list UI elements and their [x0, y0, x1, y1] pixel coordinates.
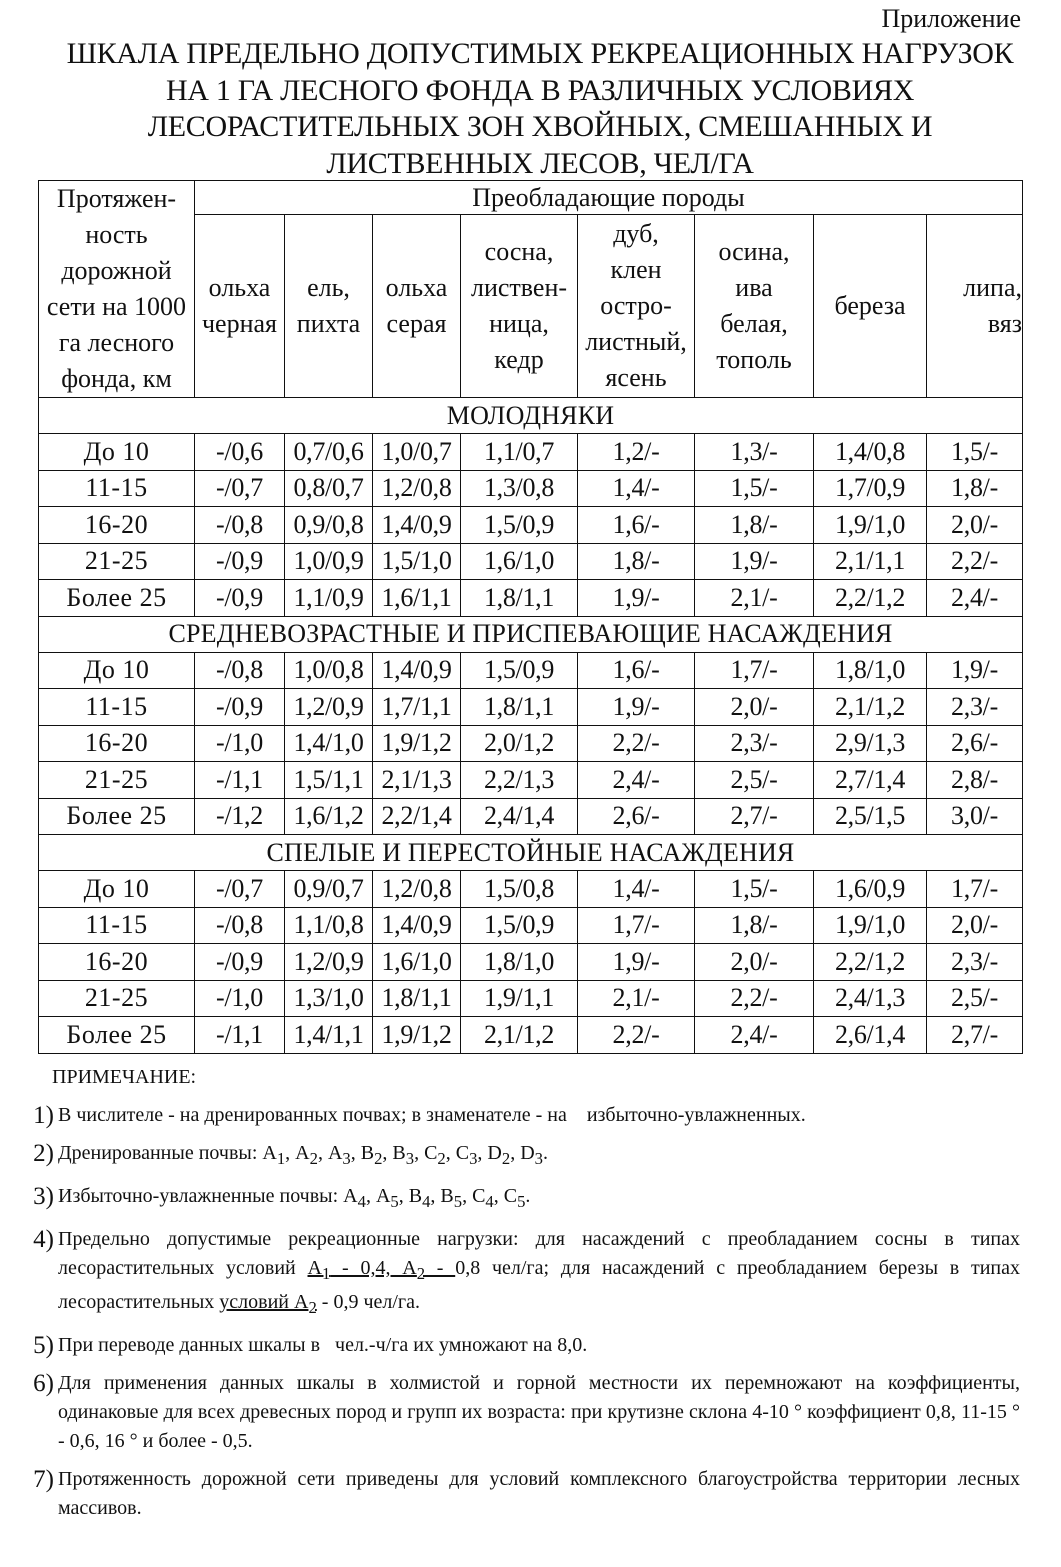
species-header	[195, 215, 285, 398]
load-value-cell: 2,4/-	[695, 1017, 814, 1054]
species-header	[814, 215, 927, 398]
note-number: 4)	[33, 1226, 54, 1253]
species-line: тополь	[716, 345, 792, 375]
load-value-cell: 2,4/1,4	[461, 798, 578, 835]
title-line: ЛИСТВЕННЫХ ЛЕСОВ, ЧЕЛ/ГА	[326, 146, 754, 180]
load-value-cell: 1,8/1,0	[461, 944, 578, 981]
load-value-cell: 2,7/-	[927, 1017, 1023, 1054]
note-text: При переводе данных шкалы в чел.-ч/га их умножают на 8,0.	[58, 1334, 588, 1356]
load-value-cell: 1,9/1,1	[461, 980, 578, 1017]
table-row	[39, 980, 1023, 1017]
table-row	[39, 652, 1023, 689]
row-label: 11-15	[39, 689, 195, 726]
load-value-cell: 0,9/0,8	[285, 507, 373, 544]
note-number: 1)	[33, 1102, 54, 1129]
load-value-cell: 1,9/1,0	[814, 507, 927, 544]
title-line: ЛЕСОРАСТИТЕЛЬНЫХ ЗОН ХВОЙНЫХ, СМЕШАННЫХ И	[147, 110, 933, 143]
species-line: ольха	[385, 273, 448, 303]
load-value-cell: 2,5/-	[927, 980, 1023, 1017]
load-value-cell: 1,5/1,0	[373, 543, 461, 580]
load-value-cell: 1,5/0,9	[461, 507, 578, 544]
notes-heading: ПРИМЕЧАНИЕ:	[52, 1066, 197, 1088]
section-row	[39, 835, 1023, 871]
load-value-cell: 0,8/0,7	[285, 470, 373, 507]
load-value-cell: 1,7/0,9	[814, 470, 927, 507]
load-value-cell: 1,9/-	[927, 652, 1023, 689]
load-value-cell: 2,7/-	[695, 798, 814, 835]
note-number: 6)	[33, 1370, 54, 1397]
species-line: листвен-	[470, 273, 568, 303]
load-value-cell: -/0,8	[195, 652, 285, 689]
species-line: клен	[610, 255, 662, 285]
table-row	[39, 543, 1023, 580]
table-row	[39, 944, 1023, 981]
load-value-cell: 2,5/-	[695, 762, 814, 799]
load-value-cell: 2,2/-	[578, 725, 695, 762]
load-value-cell: 1,6/-	[578, 507, 695, 544]
load-value-cell: 1,8/-	[695, 507, 814, 544]
species-header	[695, 215, 814, 398]
load-value-cell: 1,5/-	[695, 871, 814, 908]
appendix-label: Приложение	[881, 4, 1021, 33]
load-value-cell: -/0,9	[195, 580, 285, 617]
table-row	[39, 725, 1023, 762]
note-item	[20, 1331, 1020, 1360]
note-item	[20, 1139, 1020, 1173]
row-label: До 10	[39, 871, 195, 908]
load-value-cell: 1,1/0,8	[285, 907, 373, 944]
load-value-cell: 2,1/-	[695, 580, 814, 617]
load-value-cell: 1,4/1,0	[285, 725, 373, 762]
load-value-cell: 1,9/1,2	[373, 725, 461, 762]
species-line: дуб,	[613, 219, 659, 249]
note-text: Для применения данных шкалы в холмистой и горной местности их перемножают на коэффициенты, одинаковые для всех древесных пород и групп их возраста: при крутизне склона 4-10 ° коэффициент 0,8, 11-15 ° - 0,6, 16 ° и более - 0,5.	[58, 1372, 1020, 1452]
header-line: га лесного	[58, 328, 175, 357]
load-value-cell: 1,3/0,8	[461, 470, 578, 507]
note-text: В числителе - на дренированных почвах; в знаменателе - на избыточно-увлажненных.	[58, 1104, 806, 1126]
table-row	[39, 762, 1023, 799]
species-line: кедр	[494, 345, 544, 375]
species-header	[927, 215, 1023, 398]
load-value-cell: -/1,2	[195, 798, 285, 835]
note-item	[20, 1182, 1020, 1216]
load-value-cell: 2,0/-	[927, 907, 1023, 944]
row-label: 11-15	[39, 907, 195, 944]
load-value-cell: 1,9/-	[578, 580, 695, 617]
load-value-cell: -/1,0	[195, 725, 285, 762]
species-line: черная	[201, 309, 278, 339]
load-value-cell: 0,9/0,7	[285, 871, 373, 908]
load-value-cell: -/0,8	[195, 907, 285, 944]
load-value-cell: 2,2/1,2	[814, 580, 927, 617]
load-value-cell: 1,2/0,8	[373, 871, 461, 908]
table-row	[39, 470, 1023, 507]
species-line: вяз	[987, 309, 1022, 339]
species-line: сосна,	[484, 237, 554, 267]
load-value-cell: 2,2/1,3	[461, 762, 578, 799]
species-line: пихта	[296, 309, 361, 339]
note-text: Дренированные почвы: $А_1$, $А_2$, $А_3$, $В_2$, $В_3$, $С_2$, $С_3$, $D_2$, $D_3$.	[58, 1142, 548, 1168]
species-line: ель,	[307, 273, 350, 303]
note-text: Предельно допустимые рекреационные нагрузки: для насаждений с преобладанием сосны в типах лесорастительных условий $А_1 - 0,4$, $А_2 - 0,8$ чел/га; для насаждений с преобладанием березы в типах лесорастительных условий $А_2 - 0,9$ чел/га.	[58, 1228, 1020, 1317]
load-value-cell: 1,3/1,0	[285, 980, 373, 1017]
load-value-cell: 2,6/-	[578, 798, 695, 835]
load-value-cell: 1,6/1,0	[461, 543, 578, 580]
section-title: СРЕДНЕВОЗРАСТНЫЕ И ПРИСПЕВАЮЩИЕ НАСАЖДЕНИЯ	[39, 616, 1023, 652]
load-value-cell: 2,3/-	[927, 689, 1023, 726]
species-line: ясень	[605, 363, 667, 393]
load-value-cell: 1,6/1,0	[373, 944, 461, 981]
note-number: 7)	[33, 1466, 54, 1493]
load-value-cell: -/0,9	[195, 689, 285, 726]
load-value-cell: 1,7/-	[578, 907, 695, 944]
note-item	[20, 1101, 1020, 1130]
note-number: 2)	[33, 1140, 54, 1167]
load-value-cell: 2,0/-	[695, 944, 814, 981]
load-value-cell: 1,5/-	[695, 470, 814, 507]
load-value-cell: 1,6/0,9	[814, 871, 927, 908]
load-value-cell: 2,1/1,1	[814, 543, 927, 580]
note-item	[20, 1369, 1020, 1456]
load-value-cell: 2,9/1,3	[814, 725, 927, 762]
load-value-cell: 1,5/0,8	[461, 871, 578, 908]
table-row	[39, 580, 1023, 617]
row-label: 16-20	[39, 944, 195, 981]
load-value-cell: 1,4/-	[578, 871, 695, 908]
row-label: До 10	[39, 434, 195, 471]
row-label: 16-20	[39, 507, 195, 544]
load-value-cell: 1,8/1,0	[814, 652, 927, 689]
load-value-cell: 2,0/-	[927, 507, 1023, 544]
section-row	[39, 616, 1023, 652]
load-value-cell: 1,7/1,1	[373, 689, 461, 726]
section-title: СПЕЛЫЕ И ПЕРЕСТОЙНЫЕ НАСАЖДЕНИЯ	[39, 835, 1023, 871]
header-line: сети на 1000	[46, 292, 187, 321]
load-value-cell: 1,2/0,8	[373, 470, 461, 507]
load-value-cell: 1,4/0,9	[373, 507, 461, 544]
note-text: Протяженность дорожной сети приведены для условий комплексного благоустройства территории лесных массивов.	[58, 1468, 1020, 1519]
header-line: Протяжен-	[56, 184, 177, 213]
species-line: липа,	[963, 273, 1022, 303]
table-row	[39, 689, 1023, 726]
load-value-cell: 1,1/0,7	[461, 434, 578, 471]
load-value-cell: 1,9/-	[695, 543, 814, 580]
load-value-cell: 1,3/-	[695, 434, 814, 471]
row-label: 21-25	[39, 543, 195, 580]
species-header	[373, 215, 461, 398]
species-header	[285, 215, 373, 398]
load-value-cell: 2,3/-	[695, 725, 814, 762]
note-number: 5)	[33, 1332, 54, 1359]
load-value-cell: 2,1/1,2	[461, 1017, 578, 1054]
load-value-cell: 1,8/1,1	[373, 980, 461, 1017]
title-line: НА 1 ГА ЛЕСНОГО ФОНДА В РАЗЛИЧНЫХ УСЛОВИЯХ	[165, 73, 915, 107]
load-value-cell: -/0,9	[195, 944, 285, 981]
load-value-cell: -/0,7	[195, 470, 285, 507]
load-value-cell: 2,6/1,4	[814, 1017, 927, 1054]
load-value-cell: 1,6/-	[578, 652, 695, 689]
header-row	[39, 181, 1023, 215]
table-row	[39, 507, 1023, 544]
note-text: Избыточно-увлажненные почвы: $А_4$, $А_5$, $В_4$, $В_5$, $С_4$, $С_5$.	[58, 1185, 531, 1211]
recreational-load-table	[38, 180, 1023, 1054]
load-value-cell: -/1,1	[195, 762, 285, 799]
load-value-cell: 1,2/0,9	[285, 944, 373, 981]
load-value-cell: 1,9/-	[578, 944, 695, 981]
note-item	[20, 1225, 1020, 1322]
table-row	[39, 871, 1023, 908]
load-value-cell: -/0,9	[195, 543, 285, 580]
row-label: Более 25	[39, 798, 195, 835]
load-value-cell: 1,4/0,9	[373, 907, 461, 944]
header-line: дорожной	[61, 256, 172, 285]
load-value-cell: 1,2/0,9	[285, 689, 373, 726]
load-value-cell: 1,4/0,9	[373, 652, 461, 689]
load-value-cell: 1,5/-	[927, 434, 1023, 471]
table-row	[39, 798, 1023, 835]
load-value-cell: -/0,7	[195, 871, 285, 908]
table-row	[39, 1017, 1023, 1054]
load-value-cell: 1,0/0,9	[285, 543, 373, 580]
row-label: Более 25	[39, 1017, 195, 1054]
load-value-cell: 2,8/-	[927, 762, 1023, 799]
row-label: 11-15	[39, 470, 195, 507]
load-value-cell: 2,2/-	[927, 543, 1023, 580]
header-line: фонда, км	[61, 364, 172, 393]
load-value-cell: 1,7/-	[927, 871, 1023, 908]
load-value-cell: 2,0/1,2	[461, 725, 578, 762]
title-line: ШКАЛА ПРЕДЕЛЬНО ДОПУСТИМЫХ РЕКРЕАЦИОННЫХ НАГРУЗОК	[66, 37, 1014, 70]
load-value-cell: 1,4/1,1	[285, 1017, 373, 1054]
load-value-cell: 1,0/0,8	[285, 652, 373, 689]
notes-block	[20, 1066, 1020, 1532]
load-value-cell: 2,4/-	[927, 580, 1023, 617]
load-value-cell: 0,7/0,6	[285, 434, 373, 471]
load-value-cell: 1,6/1,2	[285, 798, 373, 835]
load-value-cell: 1,8/1,1	[461, 580, 578, 617]
species-header	[578, 215, 695, 398]
species-line: листный,	[585, 327, 687, 357]
note-item	[20, 1465, 1020, 1523]
load-value-cell: 2,4/-	[578, 762, 695, 799]
load-value-cell: 1,8/1,1	[461, 689, 578, 726]
load-value-cell: 2,1/-	[578, 980, 695, 1017]
section-title: МОЛОДНЯКИ	[39, 398, 1023, 434]
load-value-cell: 1,7/-	[695, 652, 814, 689]
load-value-cell: 2,1/1,3	[373, 762, 461, 799]
load-value-cell: 2,6/-	[927, 725, 1023, 762]
species-line: белая,	[720, 309, 788, 339]
load-value-cell: 3,0/-	[927, 798, 1023, 835]
load-value-cell: 1,5/0,9	[461, 907, 578, 944]
table-row	[39, 907, 1023, 944]
load-value-cell: 1,4/-	[578, 470, 695, 507]
species-line: ница,	[489, 309, 549, 339]
load-value-cell: -/0,8	[195, 507, 285, 544]
road-network-header	[39, 181, 195, 398]
load-value-cell: 2,2/-	[578, 1017, 695, 1054]
load-value-cell: 1,8/-	[927, 470, 1023, 507]
load-value-cell: 1,8/-	[578, 543, 695, 580]
load-value-cell: -/1,0	[195, 980, 285, 1017]
species-header	[461, 215, 578, 398]
load-value-cell: 2,2/-	[695, 980, 814, 1017]
species-group-header: Преобладающие породы	[195, 181, 1023, 215]
load-value-cell: 1,2/-	[578, 434, 695, 471]
row-label: 16-20	[39, 725, 195, 762]
species-line: серая	[386, 309, 447, 339]
species-line: ольха	[208, 273, 271, 303]
load-value-cell: 1,5/1,1	[285, 762, 373, 799]
species-line: остро-	[600, 291, 672, 321]
document-title	[40, 36, 1040, 182]
load-value-cell: 2,3/-	[927, 944, 1023, 981]
table-row	[39, 434, 1023, 471]
load-value-cell: 1,4/0,8	[814, 434, 927, 471]
load-value-cell: 1,9/1,2	[373, 1017, 461, 1054]
row-label: 21-25	[39, 762, 195, 799]
header-line: ность	[85, 220, 148, 249]
load-value-cell: 1,9/-	[578, 689, 695, 726]
load-value-cell: 2,5/1,5	[814, 798, 927, 835]
load-value-cell: -/1,1	[195, 1017, 285, 1054]
row-label: Более 25	[39, 580, 195, 617]
load-value-cell: 2,1/1,2	[814, 689, 927, 726]
row-label: До 10	[39, 652, 195, 689]
note-number: 3)	[33, 1183, 54, 1210]
section-row	[39, 398, 1023, 434]
load-value-cell: 2,2/1,4	[373, 798, 461, 835]
species-line: ива	[735, 273, 773, 303]
load-value-cell: 2,7/1,4	[814, 762, 927, 799]
load-value-cell: 2,4/1,3	[814, 980, 927, 1017]
load-value-cell: 1,8/-	[695, 907, 814, 944]
load-value-cell: 1,1/0,9	[285, 580, 373, 617]
species-line: осина,	[718, 237, 790, 267]
load-value-cell: 1,0/0,7	[373, 434, 461, 471]
load-value-cell: 1,6/1,1	[373, 580, 461, 617]
load-value-cell: -/0,6	[195, 434, 285, 471]
load-value-cell: 2,2/1,2	[814, 944, 927, 981]
load-value-cell: 1,5/0,9	[461, 652, 578, 689]
species-line: береза	[834, 291, 906, 321]
row-label: 21-25	[39, 980, 195, 1017]
load-value-cell: 2,0/-	[695, 689, 814, 726]
load-value-cell: 1,9/1,0	[814, 907, 927, 944]
